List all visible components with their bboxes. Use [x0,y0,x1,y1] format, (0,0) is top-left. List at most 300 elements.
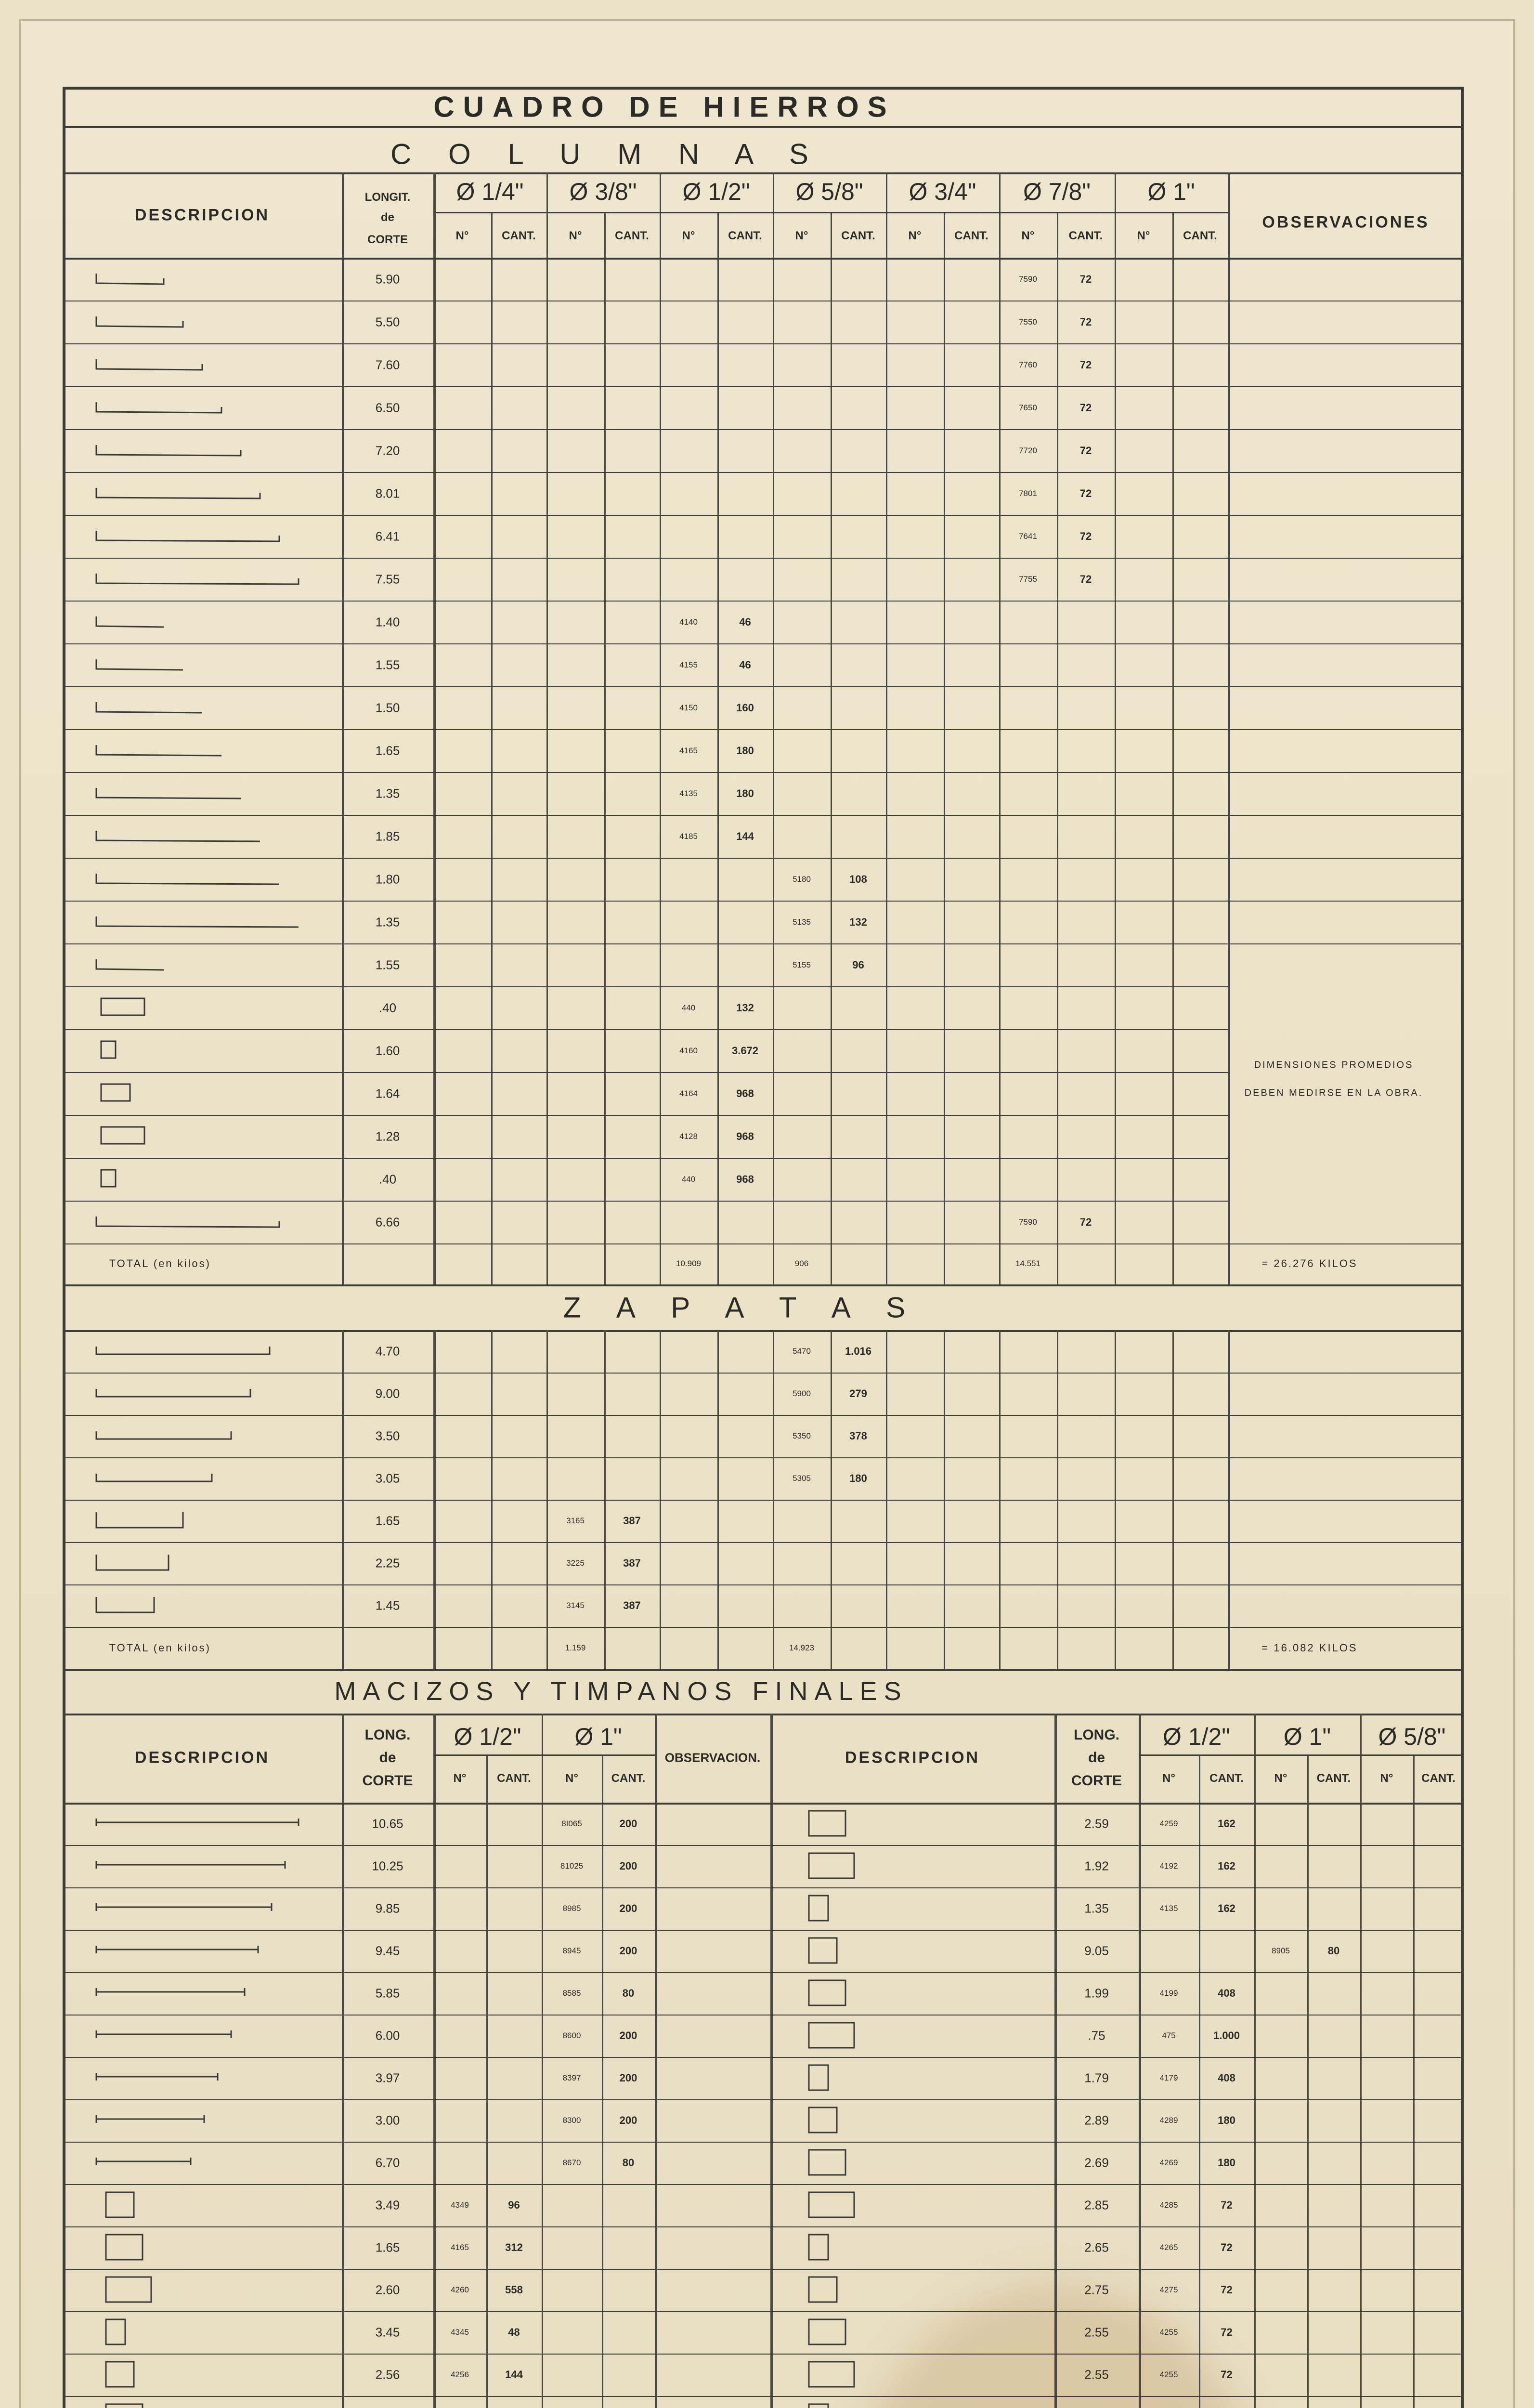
bar-shape-path [96,788,241,798]
section-total: 1.159 [565,1643,586,1652]
cut-length: 7.55 [375,572,400,586]
bar-number: 4185 [679,831,698,841]
bar-shape-path [96,2073,218,2081]
bar-shape-sketch [790,2188,1030,2222]
header-descripcion-right: DESCRIPCION [845,1748,980,1767]
column-line [602,1754,603,2408]
bar-shape-path [809,2362,854,2387]
column-line [342,172,344,1284]
header-rule [63,258,1464,260]
column-line [486,1754,488,2408]
bar-shape-sketch [790,2104,1030,2137]
cut-length: 1.79 [1084,2070,1109,2085]
cut-length: 1.55 [375,957,400,972]
column-line [542,1714,543,2408]
quantity: 1.000 [1213,2029,1240,2042]
quantity: 408 [1218,1987,1235,1999]
bar-number: 7590 [1019,1217,1037,1227]
row-line [63,729,1464,730]
bar-number: 8I065 [561,1819,582,1828]
bar-number: 7801 [1019,488,1037,498]
quantity: 132 [736,1001,754,1014]
quantity: 72 [1079,358,1092,371]
bar-number: 4345 [451,2328,469,2337]
quantity: 180 [1218,2157,1235,2169]
quantity: 180 [736,744,754,757]
bar-shape-path [809,2277,837,2302]
quantity: 96 [508,2199,520,2211]
bar-number: 5350 [793,1431,811,1440]
cut-length: 6.00 [375,2028,400,2043]
quantity: 72 [1079,573,1092,585]
section-total: 10.909 [676,1259,701,1268]
quantity: 48 [508,2326,520,2338]
header-cant: CANT. [497,1772,531,1785]
diameter-header-3: Ø 1/2" [682,178,750,205]
bar-shape-path [96,531,279,541]
observation-note: DIMENSIONES PROMEDIOS [1254,1060,1414,1071]
row-line [63,1201,1228,1202]
cut-length: 1.80 [375,872,400,886]
column-line [342,1714,344,2408]
bar-number: 440 [681,1174,696,1184]
bar-number: 3165 [566,1516,585,1525]
cut-length: .40 [378,1000,397,1015]
cut-length: .40 [378,1172,397,1186]
row-line [63,1373,1464,1374]
cut-length: 1.85 [375,829,400,843]
bar-number: 440 [681,1003,696,1012]
cut-length: 9.05 [1084,1943,1109,1958]
bar-shape-sketch [87,308,318,337]
bar-shape-path [96,702,202,713]
cut-length: 1.65 [375,743,400,758]
section-total: 14.923 [789,1643,814,1652]
row-line [63,858,1464,859]
bar-shape-path [96,1946,258,1953]
bar-shape-sketch [87,1976,327,2010]
bar-shape-sketch [87,1165,318,1194]
row-line [63,472,1464,473]
row-line [63,2057,1464,2058]
bar-shape-path [96,1819,299,1826]
quantity: 387 [623,1557,641,1569]
section-rule [63,1714,1464,1715]
bar-shape-sketch [87,1934,327,1968]
bar-number: 4164 [679,1088,698,1098]
cut-length: 3.49 [375,2198,400,2212]
bar-shape-path [106,2404,143,2408]
cut-length: 1.55 [375,657,400,672]
bar-shape-path [809,2192,854,2217]
bar-shape-sketch [87,1422,318,1451]
bar-shape-sketch [790,2316,1030,2349]
row-line [63,1072,1228,1073]
row-line [63,1584,1464,1585]
bar-number: 8905 [1272,1946,1290,1955]
row-line [63,1845,1464,1846]
bar-number: 4199 [1159,1989,1178,1998]
cut-length: 2.60 [375,2282,400,2297]
bar-shape-sketch [87,1591,318,1620]
row-line [63,429,1464,430]
bar-shape-path [96,2030,231,2038]
cut-length: 3.50 [375,1428,400,1443]
bar-shape-sketch [790,1849,1030,1883]
cut-length: 1.40 [375,615,400,629]
columnas-title: C O L U M N A S [390,138,823,170]
bar-shape-path [809,1896,828,1921]
header-no: N° [1162,1772,1175,1785]
cut-length: 1.92 [1084,1858,1109,1873]
row-line [63,1115,1228,1116]
total-label: TOTAL (en kilos) [109,1642,211,1654]
quantity: 72 [1079,273,1092,285]
header-cant: CANT. [1068,229,1103,242]
row-line [63,2142,1464,2143]
cut-length: 3.00 [375,2113,400,2128]
row-line [63,558,1464,559]
bar-shape-path [96,1861,285,1869]
bar-shape-sketch [87,393,318,422]
header-cant: CANT. [954,229,988,242]
bar-number: 4179 [1159,2073,1178,2082]
bar-shape-path [106,2235,143,2260]
column-line [604,212,606,1284]
quantity: 72 [1221,2199,1233,2211]
bar-shape-path [106,2277,151,2302]
header-no: N° [1021,229,1035,242]
bar-shape-sketch [790,2358,1030,2392]
bar-shape-sketch [87,2231,327,2264]
zapatas-grand-total: = 16.082 KILOS [1261,1642,1358,1654]
bar-shape-sketch [87,1122,318,1151]
bar-shape-path [101,998,144,1015]
bar-number: 4255 [1159,2370,1178,2379]
cut-length: 1.35 [375,915,400,929]
quantity: 180 [736,787,754,799]
diameter-rule [433,212,1228,213]
quantity: 558 [505,2284,523,2296]
diameter-header: Ø 1" [1283,1723,1331,1750]
row-line [63,815,1464,816]
bar-number: 3225 [566,1558,585,1568]
row-line [63,1930,1464,1931]
quantity: 72 [1221,2326,1233,2338]
bar-shape-sketch [87,2316,327,2349]
bar-shape-path [96,316,183,327]
bar-shape-sketch [87,2104,327,2137]
bar-shape-path [96,359,202,370]
row-line [63,1243,1464,1244]
total-label: TOTAL (en kilos) [109,1257,211,1269]
header-observacion: OBSERVACION. [664,1750,761,1765]
bar-shape-path [96,1217,279,1227]
quantity: 80 [622,2157,635,2169]
bar-number: 5180 [793,874,811,884]
bar-number: 3145 [566,1601,585,1610]
bar-shape-path [106,2362,134,2387]
cut-length: 1.65 [375,2240,400,2255]
quantity: 3.672 [731,1044,759,1057]
cut-length: 5.50 [375,314,400,329]
diameter-header-1: Ø 1/4" [456,178,524,205]
cut-length: 2.89 [1084,2113,1109,2128]
quantity: 72 [1221,2241,1233,2253]
bar-shape-path [809,1980,845,2005]
column-line [770,1714,773,2408]
bar-shape-path [96,745,221,756]
quantity: 144 [505,2369,523,2381]
bar-shape-sketch [87,1079,318,1108]
diameter-header-5: Ø 3/4" [909,178,976,205]
column-line [1139,1714,1141,2408]
bar-shape-sketch [87,1892,327,1925]
header-long-de: de [379,1750,396,1766]
bar-shape-sketch [87,1549,318,1578]
quantity: 46 [739,615,751,628]
section-rule [63,1284,1464,1286]
cut-length: 6.70 [375,2155,400,2170]
bar-shape-path [96,2158,191,2165]
bar-shape-sketch [87,479,318,508]
bar-shape-path [809,2107,837,2133]
zapatas-title: Z A P A T A S [563,1291,920,1324]
cut-length: 6.41 [375,529,400,543]
quantity: 180 [1218,2114,1235,2126]
row-line [63,2226,1464,2227]
cut-length: 5.90 [375,272,400,286]
bar-shape-path [96,1347,270,1354]
header-cant: CANT. [841,229,875,242]
bar-shape-path [101,1084,130,1101]
row-line [63,901,1464,902]
bar-shape-sketch [87,2146,327,2180]
bar-shape-sketch [87,565,318,594]
column-line [1360,1714,1362,2408]
row-line [63,1029,1228,1030]
bar-shape-path [809,2404,828,2408]
cut-length: 9.45 [375,1943,400,1958]
header-no: N° [908,229,922,242]
quantity: 144 [736,830,754,842]
row-line [63,686,1464,687]
row-line [63,2396,1464,2397]
bar-shape-sketch [87,1208,318,1237]
bar-shape-path [106,2319,125,2344]
bar-number: 4192 [1159,1861,1178,1871]
bar-shape-path [96,1597,154,1612]
bar-number: 4128 [679,1131,698,1141]
row-line [63,1415,1464,1416]
row-line [63,515,1464,516]
quantity: 160 [736,701,754,714]
row-line [63,1627,1464,1628]
bar-shape-path [96,2115,204,2123]
bar-number: 4150 [679,703,698,712]
quantity: 162 [1218,1902,1235,1914]
row-line [63,1500,1464,1501]
column-line [1413,1754,1415,2408]
bar-shape-sketch [790,1892,1030,1925]
bar-shape-path [96,1474,212,1481]
column-line [1172,212,1174,1284]
cut-length: 3.05 [375,1471,400,1486]
bar-shape-sketch [87,694,318,722]
header-descripcion: DESCRIPCION [134,206,270,224]
bar-shape-sketch [87,351,318,380]
diameter-header: Ø 5/8" [1378,1723,1446,1750]
row-line [63,1887,1464,1888]
quantity: 80 [1327,1945,1340,1957]
bar-shape-path [809,1938,837,1963]
bar-shape-sketch [87,1379,318,1408]
bar-shape-sketch [87,822,318,851]
bar-number: 4165 [451,2243,469,2252]
bar-number: 4289 [1159,2116,1178,2125]
header-no: N° [682,229,695,242]
bar-number: 4160 [679,1046,698,1055]
cut-length: 10.65 [372,1816,403,1831]
header-long: LONG. [364,1727,411,1743]
quantity: 162 [1218,1860,1235,1872]
diameter-header-6: Ø 7/8" [1023,178,1091,205]
bar-number: 81025 [560,1861,584,1871]
cut-length: 7.20 [375,443,400,458]
bar-shape-path [96,574,299,584]
quantity: 968 [736,1173,754,1185]
bar-shape-path [96,488,260,498]
header-cant: CANT. [615,229,649,242]
column-line [1115,172,1116,1284]
header-descripcion: DESCRIPCION [134,1748,270,1767]
cut-length: 1.45 [375,1598,400,1613]
bar-number: 8670 [562,2158,581,2167]
bar-number: 8397 [562,2073,581,2082]
bar-number: 7720 [1019,445,1037,455]
quantity: 968 [736,1130,754,1142]
cut-length: 2.69 [1084,2155,1109,2170]
bar-number: 4349 [451,2200,469,2210]
bar-shape-path [101,1041,116,1058]
bar-number: 4256 [451,2370,469,2379]
section-rule [63,1330,1464,1332]
bar-number: 475 [1162,2031,1176,2040]
observation-note: DEBEN MEDIRSE EN LA OBRA. [1244,1087,1423,1099]
cut-length: 3.97 [375,2070,400,2085]
header-no: N° [795,229,808,242]
bar-shape-sketch [87,736,318,765]
cut-length: 2.55 [1084,2325,1109,2340]
columnas-grand-total: = 26.276 KILOS [1261,1257,1358,1269]
bar-number: 4135 [679,788,698,798]
bar-number: 8945 [562,1946,581,1955]
quantity: 200 [619,1902,637,1914]
bar-shape-path [96,874,279,884]
row-line [63,1972,1464,1973]
cut-length: 2.59 [1084,1816,1109,1831]
bar-shape-sketch [87,1036,318,1065]
column-line [546,172,548,1284]
diameter-header-4: Ø 5/8" [795,178,863,205]
quantity: 200 [619,1945,637,1957]
column-line [1307,1754,1309,2408]
bar-number: 8600 [562,2031,581,2040]
column-line [655,1714,657,2408]
bar-shape-sketch [87,1464,318,1493]
bar-number: 5470 [793,1347,811,1356]
quantity: 200 [619,2072,637,2084]
header-cant: CANT. [1316,1772,1351,1785]
column-line [660,172,661,1284]
row-line [63,386,1464,387]
table-frame [63,87,1464,2408]
column-line [1254,1714,1256,2408]
quantity: 387 [623,1515,641,1527]
bar-number: 5155 [793,960,811,969]
bar-number: 7641 [1019,531,1037,541]
bar-shape-sketch [87,865,318,894]
header-long-corte: CORTE [362,1773,413,1789]
cut-length: 1.35 [375,786,400,800]
row-line [63,943,1464,944]
row-line [63,986,1228,987]
bar-shape-sketch [87,1337,318,1366]
column-line [1057,212,1058,1284]
cut-length: 10.25 [372,1858,403,1873]
header-no: N° [1137,229,1150,242]
header-cant: CANT. [1183,229,1217,242]
bar-shape-sketch [87,608,318,637]
bar-shape-path [809,1811,845,1836]
bar-number: 4165 [679,746,698,755]
cut-length: 2.85 [1084,2198,1109,2212]
bar-shape-sketch [87,1506,318,1535]
bar-shape-sketch [87,2061,327,2095]
bar-number: 7550 [1019,317,1037,327]
quantity: 80 [622,1987,635,1999]
quantity: 968 [736,1087,754,1099]
bar-number: 4135 [1159,1904,1178,1913]
bar-shape-path [96,616,164,627]
cut-length: 8.01 [375,486,400,500]
bar-number: 8985 [562,1904,581,1913]
cut-length: 2.25 [375,1556,400,1570]
diameter-rule [433,1754,655,1756]
cut-length: 1.99 [1084,1986,1109,2001]
row-line [63,772,1464,773]
bar-shape-sketch [790,2273,1030,2307]
cut-length: 4.70 [375,1344,400,1359]
bar-number: 8300 [562,2116,581,2125]
bar-number: 5135 [793,917,811,927]
quantity: 378 [849,1430,867,1442]
section-rule [63,1669,1464,1671]
column-line [717,212,719,1284]
bar-shape-sketch [790,1807,1030,1841]
column-line [831,212,832,1284]
header-no: N° [455,229,469,242]
quantity: 72 [1079,401,1092,414]
column-line [491,212,493,1284]
bar-shape-sketch [790,2231,1030,2264]
header-longit: LONGIT. [364,191,411,204]
cut-length: 5.85 [375,1986,400,2001]
header-cant: CANT. [1421,1772,1456,1785]
cut-length: 2.55 [1084,2367,1109,2382]
bar-shape-sketch [87,2358,327,2392]
header-no: N° [453,1772,467,1785]
